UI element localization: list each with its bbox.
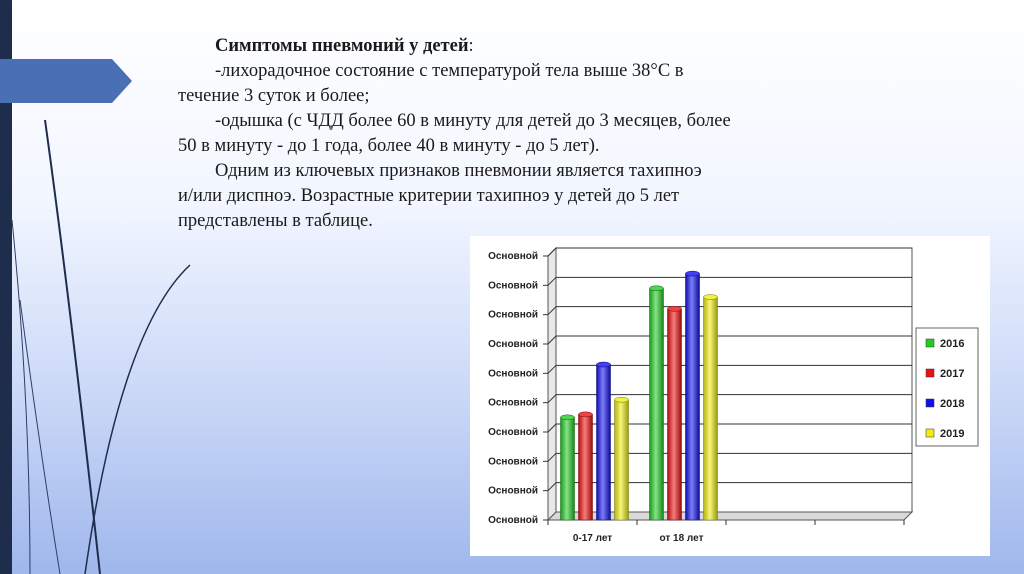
text-line-7: представлены в таблице. [178, 211, 373, 231]
legend-swatch-2017 [926, 369, 934, 377]
y-tick-label: Основной [488, 368, 538, 380]
y-tick-label: Основной [488, 485, 538, 497]
text-line-1: -лихорадочное состояние с температурой тела выше 38°С в [215, 61, 684, 81]
y-tick-label: Основной [488, 427, 538, 438]
bar-2019-0 [615, 400, 629, 520]
y-tick-label: Основной [488, 280, 538, 292]
text-line-4: 50 в минуту - до 1 года, более 40 в минуту - до 5 лет). [178, 136, 600, 156]
arrow-tab-shape [0, 59, 132, 103]
y-tick-label: Основной [488, 309, 538, 321]
bar-2019-1 [704, 297, 718, 520]
slide-title: Симптомы пневмоний у детей [215, 36, 469, 56]
title-colon: : [468, 36, 474, 56]
y-tick-label: Основной [488, 397, 538, 409]
bar-top-2018-0 [597, 362, 611, 367]
y-tick-label: Основной [488, 339, 538, 350]
bar-2017-1 [668, 309, 682, 520]
legend-label-2016: 2016 [940, 338, 965, 350]
y-tick-label: Основной [488, 251, 538, 262]
bar-top-2016-1 [650, 286, 664, 291]
bar-2016-1 [650, 288, 664, 520]
text-line-3: -одышка (с ЧДД более 60 в минуту для детей до 3 месяцев, более [215, 111, 731, 131]
bar-top-2017-1 [668, 306, 682, 311]
bar-2017-0 [579, 414, 593, 520]
bar-2018-0 [597, 365, 611, 520]
text-line-5: Одним из ключевых признаков пневмонии является тахипноэ [215, 161, 702, 181]
x-tick-label: 0-17 лет [572, 533, 613, 544]
bar-top-2017-0 [579, 412, 593, 417]
legend-swatch-2018 [926, 399, 934, 407]
chart-side-wall [548, 248, 556, 520]
legend-label-2017: 2017 [940, 368, 965, 380]
legend-label-2018: 2018 [940, 398, 965, 410]
x-tick-label: от 18 лет [659, 533, 704, 544]
y-tick-label: Основной [488, 515, 538, 526]
bar-top-2016-0 [561, 415, 575, 420]
legend-swatch-2019 [926, 429, 934, 437]
bar-top-2019-1 [704, 295, 718, 300]
chart-legend [916, 328, 978, 446]
y-tick-label: Основной [488, 456, 538, 468]
text-line-2: течение 3 суток и более; [178, 86, 370, 106]
legend-swatch-2016 [926, 339, 934, 347]
bar-2016-0 [561, 417, 575, 520]
legend-label-2019: 2019 [940, 428, 965, 440]
bar-top-2018-1 [686, 271, 700, 276]
bar-top-2019-0 [615, 397, 629, 402]
text-line-6: и/или диспноэ. Возрастные критерии тахипноэ у детей до 5 лет [178, 186, 680, 206]
bar-chart [470, 236, 990, 556]
bar-2018-1 [686, 274, 700, 520]
slide-text [178, 34, 818, 234]
